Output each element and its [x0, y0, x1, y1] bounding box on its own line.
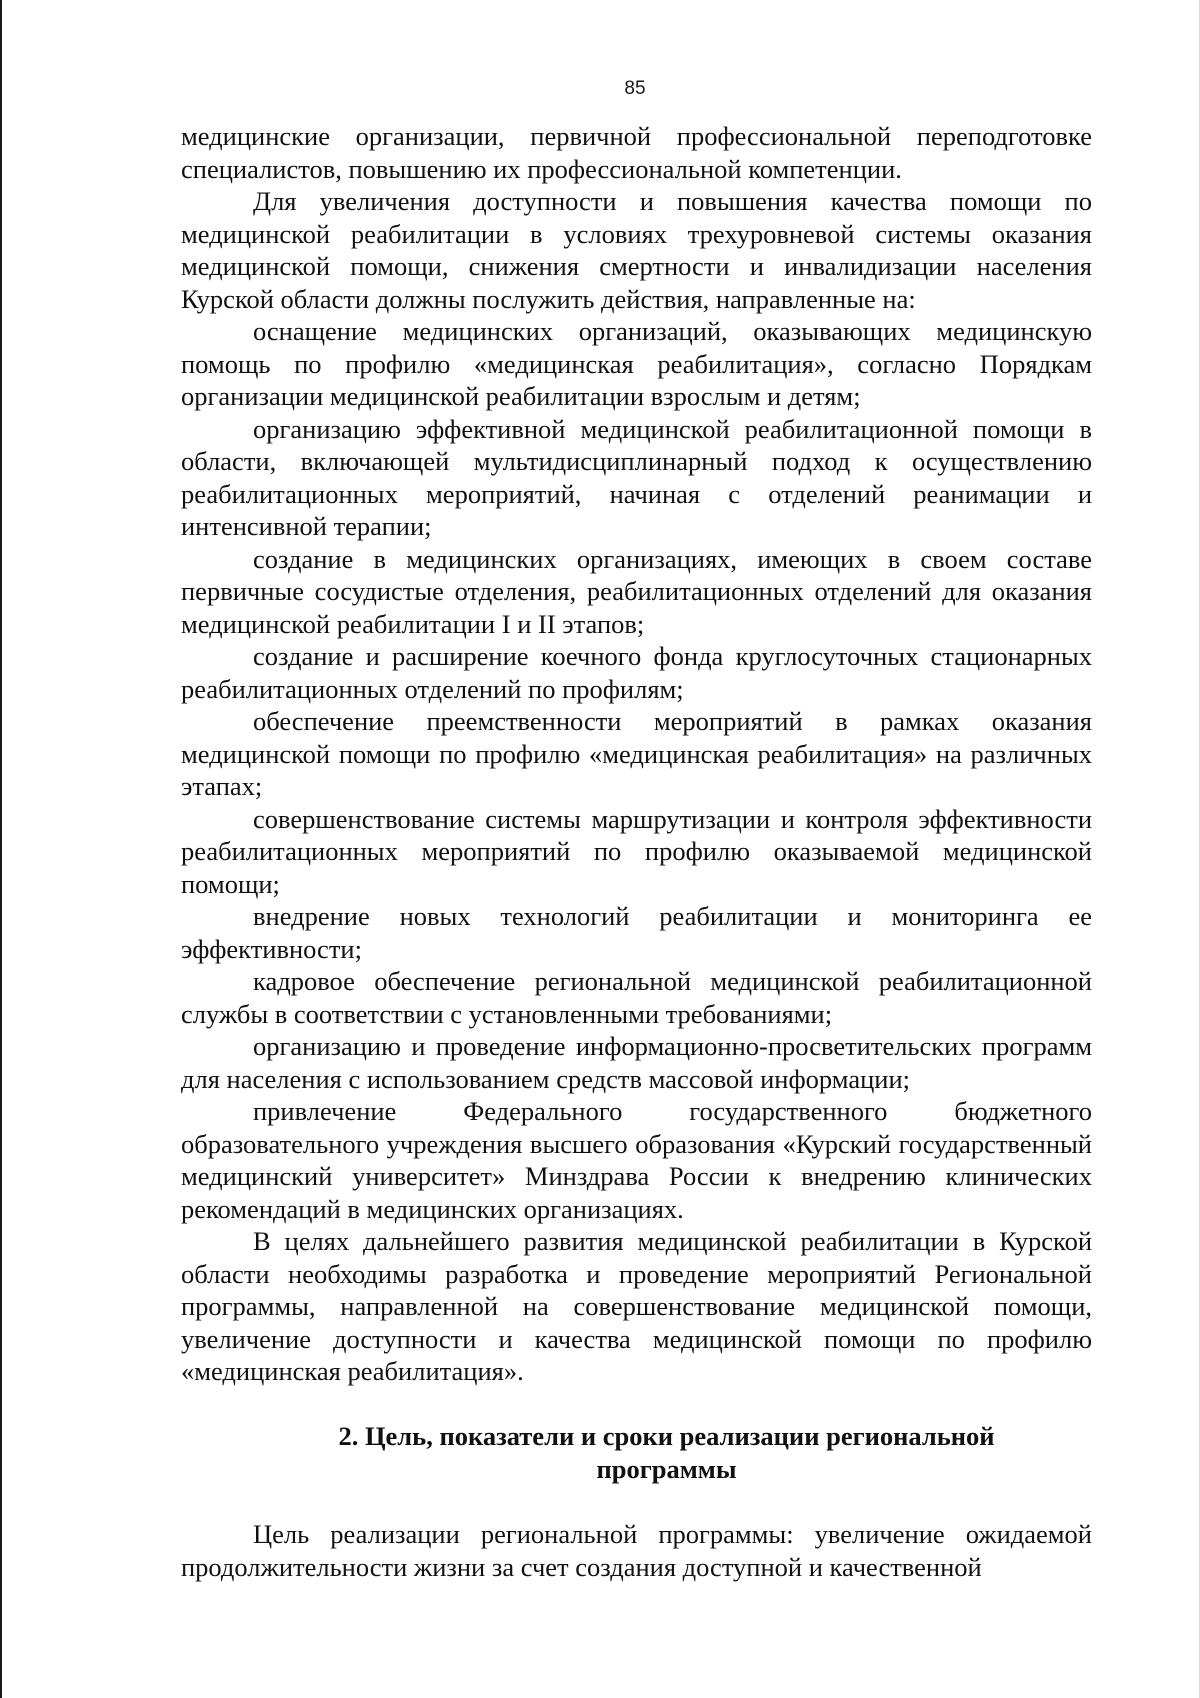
scan-edge-left — [0, 0, 2, 1698]
paragraph: организацию и проведение информационно-просветительских программ для населения с использованием средств массовой информации; — [181, 1031, 1092, 1094]
paragraph: обеспечение преемственности мероприятий в рамках оказания медицинской помощи по профилю «медицинская реабилитация» на различных этапах; — [181, 706, 1092, 801]
paragraph: Цель реализации региональной программы: увеличение ожидаемой продолжительности жизни за счет создания доступной и качественной — [181, 1519, 1092, 1582]
paragraph: медицинские организации, первичной профессиональной переподготовке специалистов, повышению их профессиональной компетенции. — [181, 121, 1092, 184]
paragraph: В целях дальнейшего развития медицинской реабилитации в Курской области необходимы разработка и проведение мероприятий Региональной программы, направленной на совершенствование медицинской помощи, увеличение доступности и качества медицинской помощи по профилю «медицинская реабилитация». — [181, 1226, 1092, 1386]
paragraph: создание и расширение коечного фонда круглосуточных стационарных реабилитационных отделений по профилям; — [181, 641, 1092, 704]
paragraph: совершенствование системы маршрутизации и контроля эффективности реабилитационных мероприятий по профилю оказываемой медицинской помощи; — [181, 803, 1092, 899]
paragraph: кадровое обеспечение региональной медицинской реабилитационной службы в соответствии с установленными требованиями; — [181, 966, 1092, 1029]
paragraph: оснащение медицинских организаций, оказывающих медицинскую помощь по профилю «медицинская реабилитация», согласно Порядкам организации медицинской реабилитации взрослым и детям; — [181, 316, 1092, 411]
paragraph: Для увеличения доступности и повышения качества помощи по медицинской реабилитации в условиях трехуровневой системы оказания медицинской помощи, снижения смертности и инвалидизации населения Курской области должны послужить действия, направленные на: — [181, 186, 1092, 314]
paragraph: внедрение новых технологий реабилитации и мониторинга ее эффективности; — [181, 901, 1092, 964]
body-text — [181, 120, 1092, 1388]
section-heading — [181, 1420, 1092, 1485]
section-heading-line: 2. Цель, показатели и сроки реализации региональной — [338, 1421, 995, 1451]
paragraph: создание в медицинских организациях, имеющих в своем составе первичные сосудистые отделения, реабилитационных отделений для оказания медицинской реабилитации I и II этапов; — [181, 543, 1092, 639]
page-number: 85 — [624, 78, 646, 99]
paragraph: привлечение Федерального государственного бюджетного образовательного учреждения высшего образования «Курский государственный медицинский университет» Минздрава России к внедрению клинических рекомендаций в медицинских организациях. — [181, 1096, 1092, 1224]
paragraph: организацию эффективной медицинской реабилитационной помощи в области, включающей мультидисциплинарный подход к осуществлению реабилитационных мероприятий, начиная с отделений реанимации и интенсивной терапии; — [181, 413, 1092, 541]
section-heading-line: программы — [596, 1453, 737, 1484]
closing-text — [181, 1518, 1092, 1583]
